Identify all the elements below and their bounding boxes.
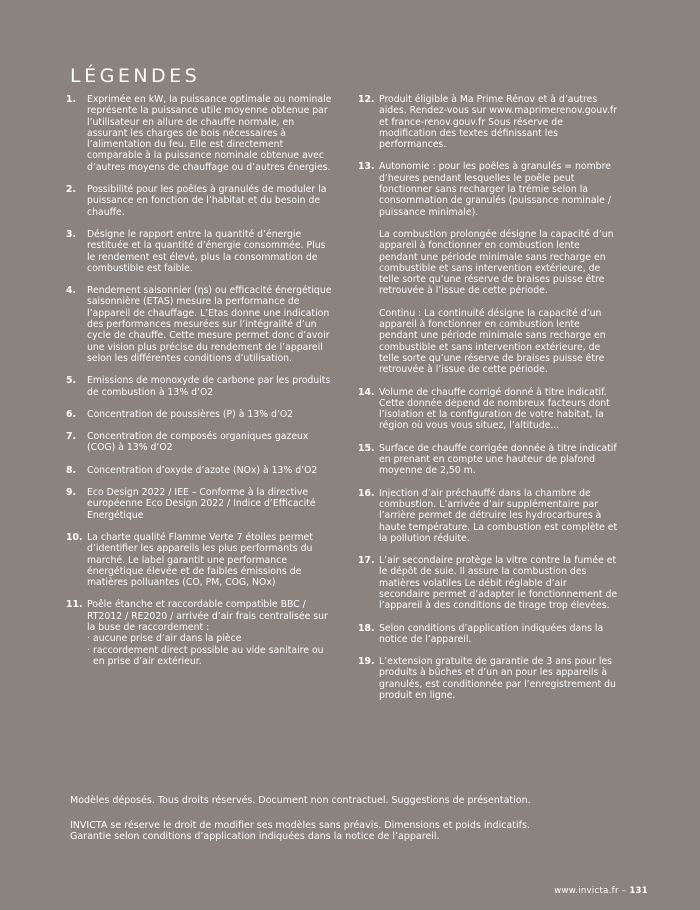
legend-item — [358, 488, 620, 544]
legend-item — [358, 656, 620, 701]
legend-text: Injection d’air préchauffé dans la chambre de combustion. L’arrivée d’air supplémentaire par l’arrière permet de détruire les hydrocarbures à haute température. La combustion est complète et la pollution réduite. — [379, 487, 618, 544]
legend-number: 17. — [358, 555, 375, 567]
legend-item — [358, 555, 620, 611]
legend-item — [66, 184, 336, 218]
footer-notes — [70, 795, 650, 843]
legend-item — [358, 161, 620, 375]
legend-text: Concentration de composés organiques gazeux (COG) à 13% d’O2 — [87, 431, 309, 454]
legend-item — [358, 443, 620, 477]
legend-item — [66, 599, 336, 667]
legend-item — [66, 431, 336, 454]
legend-number: 2. — [66, 184, 77, 196]
legend-number: 5. — [66, 375, 77, 387]
legend-number: 12. — [358, 94, 375, 105]
legend-number: 19. — [358, 656, 375, 668]
legend-text: Désigne le rapport entre la quantité d’énergie restituée et la quantité d’énergie consommée. Plus le rendement est élevé, plus la consommation de combustible est faible. — [87, 228, 326, 274]
legend-item — [358, 94, 620, 150]
legend-text: Rendement saisonnier (ηs) ou efficacité énergétique saisonnière (ETAS) mesure la performance de l’appareil de chauffage. L’Etas donne une indication des performances mesurées sur l’intégralité d’un cycle de chauffe. Cette mesure permet donc d’avoir une vision plus précise du rendement de l’appareil selon les différentes conditions d’utilisation. — [87, 285, 332, 364]
legend-number: 8. — [66, 464, 77, 476]
legend-text: L’extension gratuite de garantie de 3 ans pour les produits à bûches et d’un an pour les appareils à granulés, est conditionnée par l’enregistrement du produit en ligne. — [379, 656, 616, 702]
legend-text: Volume de chauffe corrigé donné à titre indicatif. Cette donnée dépend de nombreux facteurs dont l’isolation et la configuration de votre habitat, la région où vous vous situez, l’altitude... — [379, 386, 610, 432]
legend-text: Possibilité pour les poêles à granulés de moduler la puissance en fonction de l’habitat et du besoin de chauffe. — [87, 184, 327, 218]
legend-number: 10. — [66, 531, 83, 543]
footer-line-part: INVICTA se réserve le droit de modifier ses modèles sans préavis. Dimensions et poids indicatifs. — [70, 819, 530, 831]
legend-number: 1. — [66, 94, 77, 105]
legend-text: Autonomie : pour les poêles à granulés = nombre d’heures pendant lesquelles le poêle peut fonctionner sans recharger la trémie selon la consommation de granulés (puissance nominale / puissance minimale). — [379, 161, 611, 218]
legend-text: Poêle étanche et raccordable compatible BBC / RT2012 / RE2020 / arrivée d’air frais centralisée sur la buse de raccordement : — [87, 599, 328, 633]
legend-item — [66, 532, 336, 588]
legend-number: 3. — [66, 228, 77, 240]
legend-text: Exprimée en kW, la puissance optimale ou nominale représente la puissance utile moyenne obtenue par l’utilisateur en allure de chauffe normale, en assurant les charges de bois nécessaires à l’alimentation du feu. Elle est directement comparable à la puissance nominale obtenue avec d’autres moyens de chauffage ou d’autres énergies. — [87, 94, 332, 173]
legend-number: 6. — [66, 408, 77, 420]
legend-number: 13. — [358, 161, 375, 173]
legend-bullet-list — [87, 633, 336, 667]
legend-number: 9. — [66, 487, 77, 499]
legend-number: 11. — [66, 599, 83, 611]
legend-number: 4. — [66, 285, 77, 297]
legend-column-right — [358, 94, 620, 712]
legend-text: L’air secondaire protège la vitre contre la fumée et le dépôt de suie. Il assure la combustion des matières volatiles Le débit réglable d’air secondaire permet d’adapter le fonctionnement de l’appareil à des conditions de tirage trop élevées. — [379, 555, 618, 612]
legend-item — [66, 229, 336, 274]
legend-text: Concentration d’oxyde d’azote (NOx) à 13% d’O2 — [87, 464, 318, 476]
separator: – — [621, 886, 627, 896]
legend-text: Concentration de poussières (P) à 13% d’O2 — [87, 408, 294, 420]
footer-line — [70, 820, 650, 843]
legend-number: 15. — [358, 442, 375, 454]
legend-item — [66, 375, 336, 398]
page-footer — [554, 886, 648, 896]
legend-item — [66, 465, 336, 476]
legend-text: Selon conditions d’application indiquées dans la notice de l’appareil. — [379, 622, 604, 645]
footer-line: Modèles déposés. Tous droits réservés. Document non contractuel. Suggestions de présentation. — [70, 795, 531, 806]
legend-item — [358, 623, 620, 646]
footer-line-part: Garantie selon conditions d’application indiquées dans la notice de l’appareil. — [70, 831, 440, 842]
legend-number: 14. — [358, 386, 375, 398]
legend-number: 16. — [358, 487, 375, 499]
legend-item — [66, 487, 336, 521]
legend-bullet: · raccordement direct possible au vide sanitaire ou en prise d’air extérieur. — [87, 645, 336, 668]
legend-text: Emissions de monoxyde de carbone par les produits de combustion à 13% d’O2 — [87, 375, 331, 398]
legend-item — [66, 94, 336, 173]
page-number: 131 — [629, 886, 648, 896]
legend-item — [66, 409, 336, 420]
legend-bullet: · aucune prise d’air dans la pièce — [87, 633, 336, 644]
legend-text: Continu : La continuité désigne la capacité d’un appareil à fonctionner en combustion lente pendant une période minimale sans recharge en combustible et sans intervention extérieure, de telle sorte qu’une réserve de braises puisse être retrouvée à l’issue de cette période. — [379, 307, 606, 376]
legend-number: 7. — [66, 431, 77, 443]
legend-text: La charte qualité Flamme Verte 7 étoiles permet d’identifier les appareils les plus performants du marché. Le label garantit une performance énergétique élevée et de faibles émissions de matières polluantes (CO, PM, COG, NOx) — [87, 531, 313, 589]
legend-text: Eco Design 2022 / IEE – Conforme à la directive européenne Eco Design 2022 / Indice d’Efficacité Energétique — [87, 487, 316, 521]
legend-item — [66, 285, 336, 364]
website-link[interactable]: www.invicta.fr — [554, 886, 619, 896]
page-title: LÉGENDES — [70, 64, 201, 87]
legend-text: La combustion prolongée désigne la capacité d’un appareil à fonctionner en combustion lente pendant une période minimale sans recharge en combustible et sans intervention extérieure, de telle sorte qu’une réserve de braises puisse être retrouvée à l’issue de cette période. — [379, 228, 614, 297]
legend-text: Produit éligible à Ma Prime Rénov et à d’autres aides. Rendez-vous sur www.maprimerenov.gouv.fr et france-renov.gouv.fr Sous réserve de modification des textes définissant les performances. — [379, 94, 618, 151]
legend-column-left — [66, 94, 336, 678]
legend-text: Surface de chauffe corrigée donnée à titre indicatif en prenant en compte une hauteur de plafond moyenne de 2,50 m. — [379, 442, 617, 477]
legend-item — [358, 387, 620, 432]
legend-number: 18. — [358, 622, 375, 634]
